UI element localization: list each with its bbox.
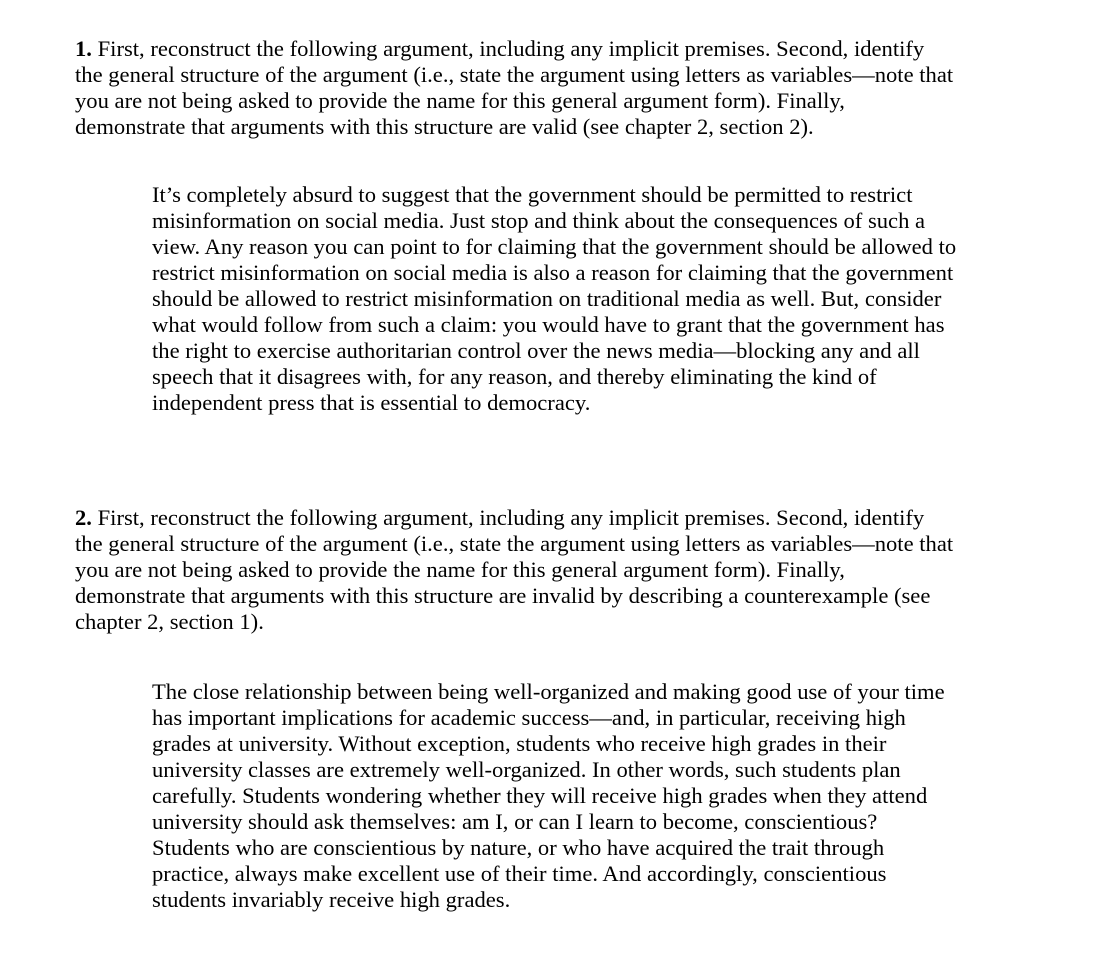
question-1-prompt <box>75 36 1075 140</box>
passage-line: students invariably receive high grades. <box>152 887 511 912</box>
passage-line: The close relationship between being well-organized and making good use of your time <box>152 679 945 704</box>
passage-line: misinformation on social media. Just stop and think about the consequences of such a <box>152 208 926 233</box>
passage-line: practice, always make excellent use of their time. And accordingly, conscientious <box>152 861 887 886</box>
prompt-line: chapter 2, section 1). <box>75 609 264 634</box>
question-2-prompt <box>75 505 1075 635</box>
prompt-text: First, reconstruct the following argument, including any implicit premises. Second, identify <box>97 505 925 530</box>
prompt-line: demonstrate that arguments with this structure are invalid by describing a counterexample (see <box>75 583 931 608</box>
prompt-line: the general structure of the argument (i.e., state the argument using letters as variables—note that <box>75 531 954 556</box>
passage-line: should be allowed to restrict misinformation on traditional media as well. But, consider <box>152 286 942 311</box>
prompt-line: demonstrate that arguments with this structure are valid (see chapter 2, section 2). <box>75 114 814 139</box>
passage-line: has important implications for academic success—and, in particular, receiving high <box>152 705 906 730</box>
passage-line: university classes are extremely well-organized. In other words, such students plan <box>152 757 901 782</box>
passage-line: university should ask themselves: am I, or can I learn to become, conscientious? <box>152 809 878 834</box>
passage-line: Students who are conscientious by nature, or who have acquired the trait through <box>152 835 885 860</box>
passage-line: the right to exercise authoritarian control over the news media—blocking any and all <box>152 338 920 363</box>
passage-line: speech that it disagrees with, for any reason, and thereby eliminating the kind of <box>152 364 877 389</box>
prompt-line <box>75 505 1075 531</box>
passage-line: grades at university. Without exception, students who receive high grades in their <box>152 731 887 756</box>
question-1-passage <box>152 182 1072 416</box>
passage-line: restrict misinformation on social media is also a reason for claiming that the government <box>152 260 954 285</box>
passage-line: independent press that is essential to democracy. <box>152 390 591 415</box>
passage-line: what would follow from such a claim: you would have to grant that the government has <box>152 312 945 337</box>
prompt-line: you are not being asked to provide the name for this general argument form). Finally, <box>75 88 845 113</box>
prompt-line: you are not being asked to provide the name for this general argument form). Finally, <box>75 557 845 582</box>
passage-line: carefully. Students wondering whether they will receive high grades when they attend <box>152 783 928 808</box>
prompt-text: First, reconstruct the following argument, including any implicit premises. Second, identify <box>97 36 925 61</box>
question-number: 2. <box>75 505 92 530</box>
prompt-line <box>75 36 1075 62</box>
question-number: 1. <box>75 36 92 61</box>
question-2-passage <box>152 679 1072 913</box>
passage-line: It’s completely absurd to suggest that the government should be permitted to restrict <box>152 182 913 207</box>
passage-line: view. Any reason you can point to for claiming that the government should be allowed to <box>152 234 957 259</box>
prompt-line: the general structure of the argument (i.e., state the argument using letters as variables—note that <box>75 62 954 87</box>
